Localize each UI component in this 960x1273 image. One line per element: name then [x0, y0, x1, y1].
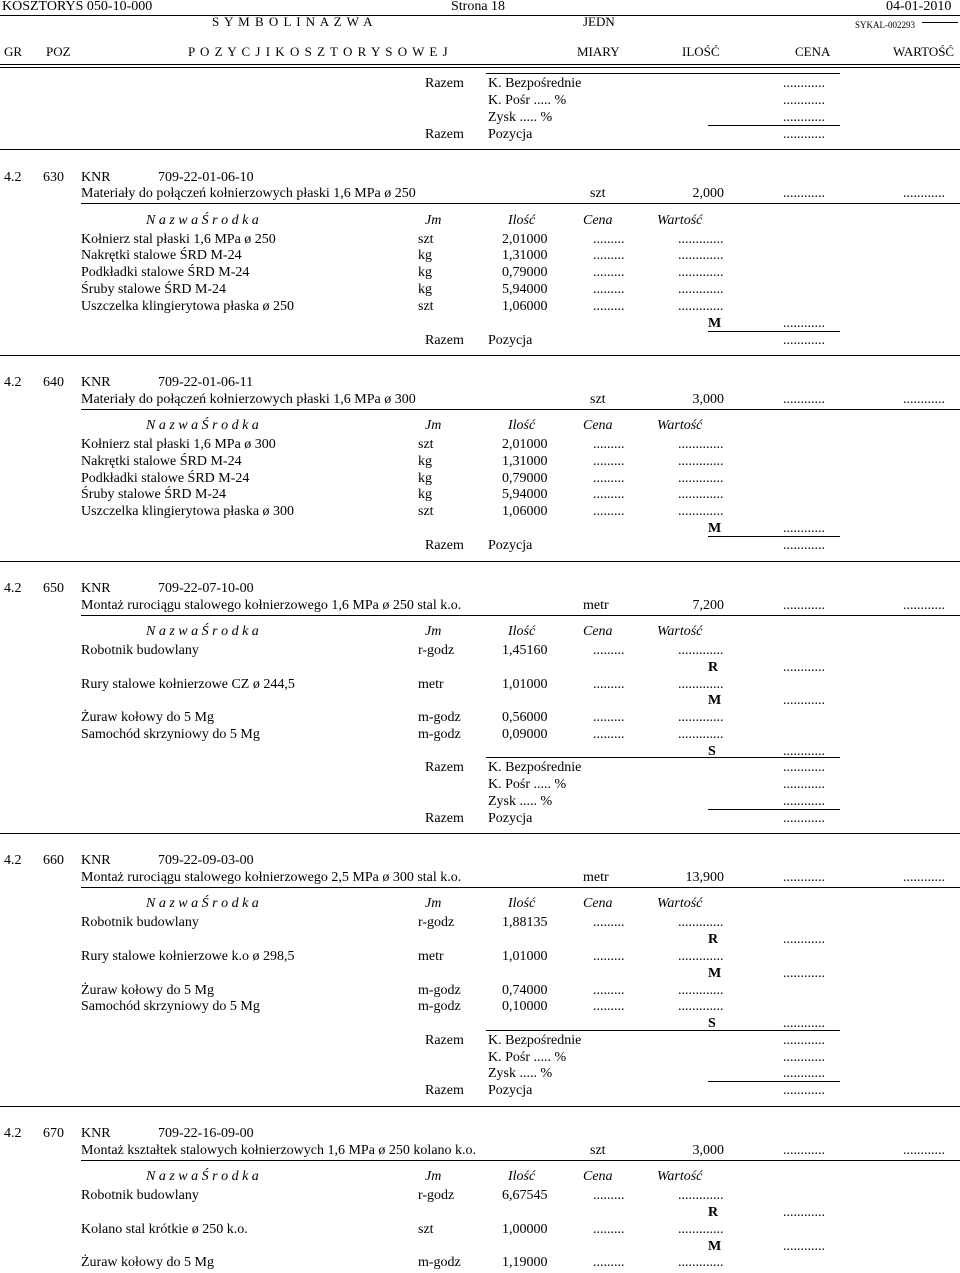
resource-jm: m-godz [418, 727, 461, 742]
zysk: Zysk ..... % [488, 794, 553, 809]
zysk: Zysk ..... % [488, 1066, 553, 1081]
position-code: 709-22-09-03-00 [158, 853, 254, 868]
sykal-code: SYKAL-002293 [855, 20, 915, 30]
resource-qty: 1,01000 [502, 677, 548, 692]
position-poz: 630 [43, 170, 64, 185]
position-quantity: 3,000 [692, 1143, 724, 1158]
col-ilosc: Ilość [508, 418, 536, 433]
position-gr: 4.2 [4, 375, 22, 390]
position-unit: szt [590, 1143, 606, 1158]
col-nazwa-srodka: N a z w a Ś r o d k a [146, 418, 259, 433]
k-bezposrednie: K. Bezpośrednie [488, 76, 582, 91]
resource-name: Kołnierz stal płaski 1,6 MPa ø 250 [81, 232, 276, 247]
col-miary: MIARY [577, 44, 620, 59]
subtotal-r: R [708, 1205, 719, 1220]
resource-name: Żuraw kołowy do 5 Mg [81, 983, 214, 998]
resource-name: Nakrętki stalowe ŚRD M-24 [81, 248, 242, 263]
col-jm: Jm [425, 418, 442, 433]
resource-qty: 1,19000 [502, 1255, 548, 1270]
col-cena: Cena [583, 418, 613, 433]
resource-jm: m-godz [418, 983, 461, 998]
resource-name: Robotnik budowlany [81, 915, 199, 930]
header-rule [0, 15, 960, 16]
resource-jm: kg [418, 487, 432, 502]
resource-jm: szt [418, 299, 434, 314]
razem-label: Razem [425, 127, 464, 142]
subtotal-s: S [708, 1016, 716, 1031]
page-number: Strona 18 [451, 0, 506, 14]
col-cena: Cena [583, 1169, 613, 1184]
resource-name: Podkładki stalowe ŚRD M-24 [81, 265, 250, 280]
subtotal-m: M [708, 966, 722, 981]
col-cena: Cena [583, 896, 613, 911]
col-wartosc: Wartość [657, 418, 703, 433]
pozycja-label: Pozycja [488, 1083, 533, 1098]
razem-label: Razem [425, 1033, 464, 1048]
dots: ............ [783, 93, 825, 108]
col-jm: Jm [425, 213, 442, 228]
resource-qty: 1,00000 [502, 1222, 548, 1237]
resource-qty: 0,79000 [502, 471, 548, 486]
position-description: Materiały do połączeń kołnierzowych płaski 1,6 MPa ø 250 [81, 186, 416, 201]
resource-jm: szt [418, 437, 434, 452]
resource-qty: 1,06000 [502, 504, 548, 519]
razem-label: Razem [425, 1083, 464, 1098]
dots: ............ [903, 186, 945, 201]
razem-label: Razem [425, 76, 464, 91]
resource-jm: m-godz [418, 710, 461, 725]
position-unit: metr [583, 870, 609, 885]
resource-qty: 0,74000 [502, 983, 548, 998]
col-cena: CENA [795, 44, 831, 59]
resource-jm: r-godz [418, 1188, 455, 1203]
col-jm: Jm [425, 1169, 442, 1184]
resource-qty: 0,56000 [502, 710, 548, 725]
position-knr: KNR [81, 375, 111, 390]
resource-name: Nakrętki stalowe ŚRD M-24 [81, 454, 242, 469]
col-wartosc: Wartość [657, 896, 703, 911]
resource-name: Rury stalowe kołnierzowe CZ ø 244,5 [81, 677, 295, 692]
position-description: Montaż rurociągu stalowego kołnierzowego 2,5 MPa ø 300 stal k.o. [81, 870, 462, 885]
position-description: Montaż rurociągu stalowego kołnierzowego 1,6 MPa ø 250 stal k.o. [81, 598, 462, 613]
k-posr: K. Pośr ..... % [488, 93, 567, 108]
resource-jm: kg [418, 265, 432, 280]
resource-jm: szt [418, 1222, 434, 1237]
subtotal-m: M [708, 316, 722, 331]
position-description: Montaż kształtek stalowych kołnierzowych 1,6 MPa ø 250 kolano k.o. [81, 1143, 477, 1158]
razem-label: Razem [425, 333, 464, 348]
resource-name: Rury stalowe kołnierzowe k.o ø 298,5 [81, 949, 295, 964]
document-title: KOSZTORYS 050-10-000 [2, 0, 153, 14]
position-code: 709-22-07-10-00 [158, 581, 254, 596]
position-quantity: 3,000 [692, 392, 724, 407]
razem-label: Razem [425, 760, 464, 775]
resource-jm: kg [418, 248, 432, 263]
position-poz: 670 [43, 1126, 64, 1141]
resource-qty: 5,94000 [502, 487, 548, 502]
position-gr: 4.2 [4, 581, 22, 596]
resource-jm: metr [418, 677, 444, 692]
resource-name: Żuraw kołowy do 5 Mg [81, 1255, 214, 1270]
position-code: 709-22-16-09-00 [158, 1126, 254, 1141]
k-posr: K. Pośr ..... % [488, 777, 567, 792]
subtotal-s: S [708, 744, 716, 759]
col-nazwa-srodka: N a z w a Ś r o d k a [146, 896, 259, 911]
resource-name: Samochód skrzyniowy do 5 Mg [81, 999, 260, 1014]
pozycja-label: Pozycja [488, 811, 533, 826]
pozycja-label: Pozycja [488, 538, 533, 553]
position-gr: 4.2 [4, 853, 22, 868]
resource-jm: r-godz [418, 643, 455, 658]
resource-qty: 1,06000 [502, 299, 548, 314]
resource-name: Uszczelka klingierytowa płaska ø 300 [81, 504, 295, 519]
resource-qty: 1,31000 [502, 454, 548, 469]
resource-jm: metr [418, 949, 444, 964]
dots: ............ [783, 76, 825, 91]
col-ilosc: Ilość [508, 1169, 536, 1184]
col-cena: Cena [583, 213, 613, 228]
resource-name: Kołnierz stal płaski 1,6 MPa ø 300 [81, 437, 276, 452]
position-gr: 4.2 [4, 170, 22, 185]
resource-name: Robotnik budowlany [81, 643, 199, 658]
resource-qty: 1,31000 [502, 248, 548, 263]
position-code: 709-22-01-06-10 [158, 170, 254, 185]
position-unit: szt [590, 186, 606, 201]
dots: ............ [783, 186, 825, 201]
dots: ............ [783, 110, 825, 125]
resource-name: Uszczelka klingierytowa płaska ø 250 [81, 299, 295, 314]
resource-jm: szt [418, 232, 434, 247]
resource-name: Śruby stalowe ŚRD M-24 [81, 282, 227, 297]
position-knr: KNR [81, 1126, 111, 1141]
col-nazwa-srodka: N a z w a Ś r o d k a [146, 624, 259, 639]
resource-qty: 0,10000 [502, 999, 548, 1014]
col-jm: Jm [425, 896, 442, 911]
document-date: 04-01-2010 [886, 0, 952, 14]
resource-name: Samochód skrzyniowy do 5 Mg [81, 727, 260, 742]
resource-jm: m-godz [418, 1255, 461, 1270]
position-poz: 650 [43, 581, 64, 596]
zysk: Zysk ..... % [488, 110, 553, 125]
position-quantity: 7,200 [692, 598, 724, 613]
col-pozycji: P O Z Y C J I K O S Z T O R Y S O W E J [188, 44, 449, 59]
col-wartosc: WARTOŚĆ [893, 44, 955, 59]
resource-qty: 0,09000 [502, 727, 548, 742]
col-jm: Jm [425, 624, 442, 639]
col-nazwa-srodka: N a z w a Ś r o d k a [146, 213, 259, 228]
resource-name: Śruby stalowe ŚRD M-24 [81, 487, 227, 502]
col-nazwa-srodka: N a z w a Ś r o d k a [146, 1169, 259, 1184]
col-wartosc: Wartość [657, 624, 703, 639]
position-poz: 660 [43, 853, 64, 868]
position-knr: KNR [81, 170, 111, 185]
position-knr: KNR [81, 853, 111, 868]
k-posr: K. Pośr ..... % [488, 1050, 567, 1065]
position-unit: metr [583, 598, 609, 613]
pozycja-label: Pozycja [488, 127, 533, 142]
resource-qty: 1,88135 [502, 915, 548, 930]
position-unit: szt [590, 392, 606, 407]
pozycja-label: Pozycja [488, 333, 533, 348]
position-poz: 640 [43, 375, 64, 390]
subtotal-r: R [708, 660, 719, 675]
col-ilosc: Ilość [508, 624, 536, 639]
col-wartosc: Wartość [657, 213, 703, 228]
col-cena: Cena [583, 624, 613, 639]
resource-qty: 1,01000 [502, 949, 548, 964]
col-ilosc: Ilość [508, 896, 536, 911]
resource-jm: m-godz [418, 999, 461, 1014]
resource-name: Żuraw kołowy do 5 Mg [81, 710, 214, 725]
subtotal-m: M [708, 521, 722, 536]
resource-jm: kg [418, 471, 432, 486]
subtotal-m: M [708, 1239, 722, 1254]
resource-jm: kg [418, 282, 432, 297]
k-bezposrednie: K. Bezpośrednie [488, 1033, 582, 1048]
jedn-label: JEDN [583, 14, 615, 29]
razem-label: Razem [425, 811, 464, 826]
position-quantity: 13,900 [685, 870, 724, 885]
position-quantity: 2,000 [692, 186, 724, 201]
resource-name: Podkładki stalowe ŚRD M-24 [81, 471, 250, 486]
position-knr: KNR [81, 581, 111, 596]
col-ilosc: ILOŚĆ [682, 44, 720, 59]
position-gr: 4.2 [4, 1126, 22, 1141]
resource-name: Robotnik budowlany [81, 1188, 199, 1203]
resource-qty: 2,01000 [502, 437, 548, 452]
resource-qty: 5,94000 [502, 282, 548, 297]
dots: ............ [783, 127, 825, 142]
subtotal-m: M [708, 693, 722, 708]
resource-qty: 2,01000 [502, 232, 548, 247]
position-description: Materiały do połączeń kołnierzowych płaski 1,6 MPa ø 300 [81, 392, 416, 407]
col-poz: POZ [46, 44, 71, 59]
resource-qty: 1,45160 [502, 643, 548, 658]
subtotal-r: R [708, 932, 719, 947]
col-ilosc: Ilość [508, 213, 536, 228]
resource-jm: kg [418, 454, 432, 469]
k-bezposrednie: K. Bezpośrednie [488, 760, 582, 775]
resource-qty: 0,79000 [502, 265, 548, 280]
resource-name: Kolano stal krótkie ø 250 k.o. [81, 1222, 248, 1237]
col-wartosc: Wartość [657, 1169, 703, 1184]
position-code: 709-22-01-06-11 [158, 375, 254, 390]
resource-qty: 6,67545 [502, 1188, 548, 1203]
symbol-label: S Y M B O L I N A Z W A [212, 14, 374, 29]
razem-label: Razem [425, 538, 464, 553]
resource-jm: r-godz [418, 915, 455, 930]
col-gr: GR [4, 44, 23, 59]
resource-jm: szt [418, 504, 434, 519]
